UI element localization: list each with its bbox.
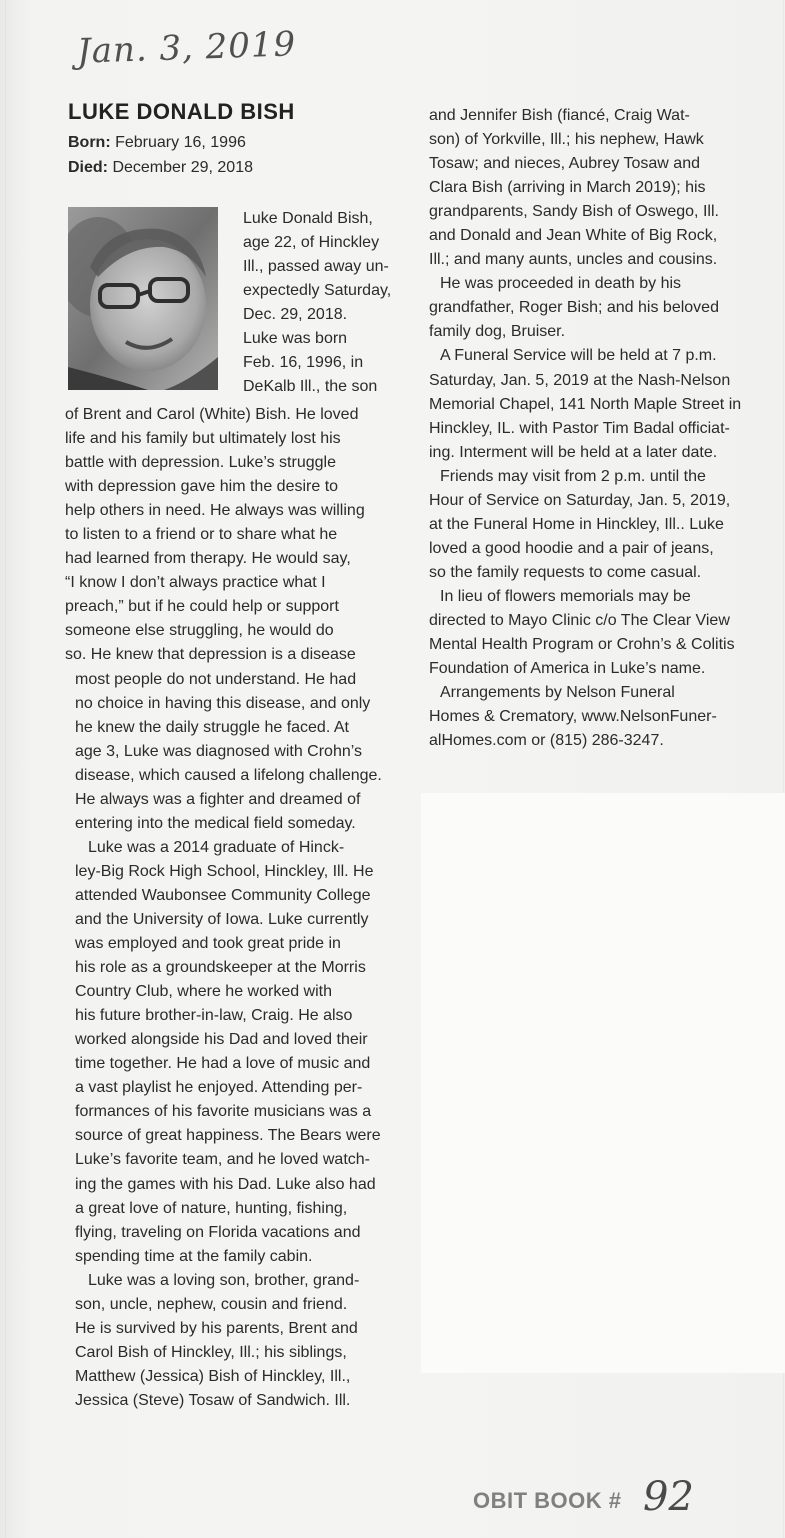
text-line: A Funeral Service will be held at 7 p.m. bbox=[440, 347, 717, 365]
text-line: In lieu of flowers memorials may be bbox=[440, 587, 691, 605]
born-value: February 16, 1996 bbox=[115, 134, 246, 151]
portrait-photo bbox=[68, 207, 218, 390]
died-line bbox=[68, 159, 253, 177]
text-line: grandparents, Sandy Bish of Oswego, Ill. bbox=[429, 203, 719, 221]
text-line: Luke was born bbox=[243, 330, 348, 348]
text-line: Ill.; and many aunts, uncles and cousins. bbox=[429, 251, 718, 269]
text-line: someone else struggling, he would do bbox=[65, 622, 334, 640]
text-line: so the family requests to come casual. bbox=[429, 563, 702, 581]
text-line: age 22, of Hinckley bbox=[243, 234, 380, 252]
text-line: “I know I don’t always practice what I bbox=[65, 574, 326, 592]
text-line: no choice in having this disease, and only bbox=[75, 694, 371, 712]
text-line: Country Club, where he worked with bbox=[75, 983, 333, 1001]
text-line: ing. Interment will be held at a later date. bbox=[429, 443, 718, 461]
text-line: and the University of Iowa. Luke currently bbox=[75, 910, 369, 928]
text-line: alHomes.com or (815) 286-3247. bbox=[429, 732, 664, 750]
text-line: life and his family but ultimately lost his bbox=[65, 430, 341, 448]
text-line: worked alongside his Dad and loved their bbox=[75, 1031, 368, 1049]
died-label: Died: bbox=[68, 159, 108, 176]
text-line: Ill., passed away un- bbox=[243, 258, 389, 276]
text-line: Luke was a loving son, brother, grand- bbox=[88, 1271, 360, 1289]
born-line bbox=[68, 134, 246, 152]
text-line: Memorial Chapel, 141 North Maple Street in bbox=[429, 395, 742, 413]
died-value: December 29, 2018 bbox=[112, 159, 253, 176]
text-line: spending time at the family cabin. bbox=[75, 1247, 313, 1265]
text-line: directed to Mayo Clinic c/o The Clear View bbox=[429, 611, 730, 629]
text-line: Matthew (Jessica) Bish of Hinckley, Ill., bbox=[75, 1367, 351, 1385]
text-line: with depression gave him the desire to bbox=[65, 478, 339, 496]
text-line: Friends may visit from 2 p.m. until the bbox=[440, 467, 706, 485]
text-line: Luke Donald Bish, bbox=[243, 210, 373, 227]
text-line: family dog, Bruiser. bbox=[429, 323, 566, 341]
text-line: ing the games with his Dad. Luke also had bbox=[75, 1175, 376, 1193]
text-line: expectedly Saturday, bbox=[243, 282, 392, 300]
text-line: help others in need. He always was willing bbox=[65, 502, 365, 520]
text-line: Hinckley, IL. with Pastor Tim Badal officiat- bbox=[429, 419, 730, 437]
text-line: his role as a groundskeeper at the Morris bbox=[75, 959, 366, 977]
text-line: preach,” but if he could help or support bbox=[65, 598, 339, 616]
obituary-intro-column bbox=[243, 207, 393, 399]
obit-book-number: 92 bbox=[643, 1474, 694, 1520]
text-line: was employed and took great pride in bbox=[75, 935, 341, 953]
obit-book-stamp: OBIT BOOK # bbox=[473, 1488, 622, 1513]
text-line: He always was a fighter and dreamed of bbox=[75, 790, 361, 808]
text-line: a great love of nature, hunting, fishing, bbox=[75, 1199, 348, 1217]
text-line: attended Waubonsee Community College bbox=[75, 886, 371, 904]
text-line: Hour of Service on Saturday, Jan. 5, 2019, bbox=[429, 491, 731, 509]
text-line: son) of Yorkville, Ill.; his nephew, Hawk bbox=[429, 131, 704, 149]
handwritten-date: Jan. 3, 2019 bbox=[76, 24, 297, 72]
text-line: battle with depression. Luke’s struggle bbox=[65, 454, 336, 472]
text-line: He was proceeded in death by his bbox=[440, 275, 682, 293]
text-line: DeKalb Ill., the son bbox=[243, 378, 378, 396]
text-line: his future brother-in-law, Craig. He also bbox=[75, 1007, 353, 1025]
text-line: Luke’s favorite team, and he loved watch- bbox=[75, 1151, 370, 1169]
text-line: most people do not understand. He had bbox=[75, 670, 357, 688]
portrait-image bbox=[68, 207, 218, 390]
obituary-right-column bbox=[425, 104, 785, 753]
text-line: Jessica (Steve) Tosaw of Sandwich. Ill. bbox=[75, 1391, 351, 1409]
blank-paper-area bbox=[421, 793, 785, 1373]
text-line: He is survived by his parents, Brent and bbox=[75, 1319, 358, 1337]
text-line: Homes & Crematory, www.NelsonFuner- bbox=[429, 708, 717, 726]
text-line: Luke was a 2014 graduate of Hinck- bbox=[88, 838, 345, 856]
text-line: and Donald and Jean White of Big Rock, bbox=[429, 227, 718, 245]
text-line: grandfather, Roger Bish; and his beloved bbox=[429, 299, 719, 317]
text-line: Saturday, Jan. 5, 2019 at the Nash-Nelson bbox=[429, 371, 731, 389]
obituary-left-column bbox=[65, 403, 395, 1413]
text-line: flying, traveling on Florida vacations and bbox=[75, 1223, 361, 1241]
text-line: of Brent and Carol (White) Bish. He loved bbox=[65, 406, 359, 423]
text-line: Arrangements by Nelson Funeral bbox=[440, 684, 675, 702]
text-line: loved a good hoodie and a pair of jeans, bbox=[429, 539, 714, 557]
text-line: a vast playlist he enjoyed. Attending per- bbox=[75, 1079, 363, 1097]
text-line: age 3, Luke was diagnosed with Crohn’s bbox=[75, 742, 362, 760]
text-line: disease, which caused a lifelong challenge. bbox=[75, 766, 382, 784]
text-line: Dec. 29, 2018. bbox=[243, 306, 348, 324]
text-line: formances of his favorite musicians was a bbox=[75, 1103, 372, 1121]
text-line: Feb. 16, 1996, in bbox=[243, 354, 364, 372]
text-line: son, uncle, nephew, cousin and friend. bbox=[75, 1295, 348, 1313]
text-line: so. He knew that depression is a disease bbox=[65, 646, 356, 664]
text-line: Foundation of America in Luke’s name. bbox=[429, 660, 706, 678]
text-line: Carol Bish of Hinckley, Ill.; his siblings, bbox=[75, 1343, 347, 1361]
text-line: ley-Big Rock High School, Hinckley, Ill. He bbox=[75, 862, 374, 880]
text-line: Clara Bish (arriving in March 2019); his bbox=[429, 179, 706, 197]
text-line: time together. He had a love of music and bbox=[75, 1055, 371, 1073]
text-line: Tosaw; and nieces, Aubrey Tosaw and bbox=[429, 155, 700, 173]
text-line: at the Funeral Home in Hinckley, Ill.. Luke bbox=[429, 515, 724, 533]
text-line: entering into the medical field someday. bbox=[75, 814, 356, 832]
text-line: he knew the daily struggle he faced. At bbox=[75, 718, 349, 736]
text-line: and Jennifer Bish (fiancé, Craig Wat- bbox=[429, 107, 690, 124]
text-line: source of great happiness. The Bears were bbox=[75, 1127, 381, 1145]
obituary-name: LUKE DONALD BISH bbox=[68, 99, 295, 124]
text-line: to listen to a friend or to share what he bbox=[65, 526, 338, 544]
text-line: had learned from therapy. He would say, bbox=[65, 550, 351, 568]
born-label: Born: bbox=[68, 134, 111, 151]
text-line: Mental Health Program or Crohn’s & Colitis bbox=[429, 636, 735, 654]
